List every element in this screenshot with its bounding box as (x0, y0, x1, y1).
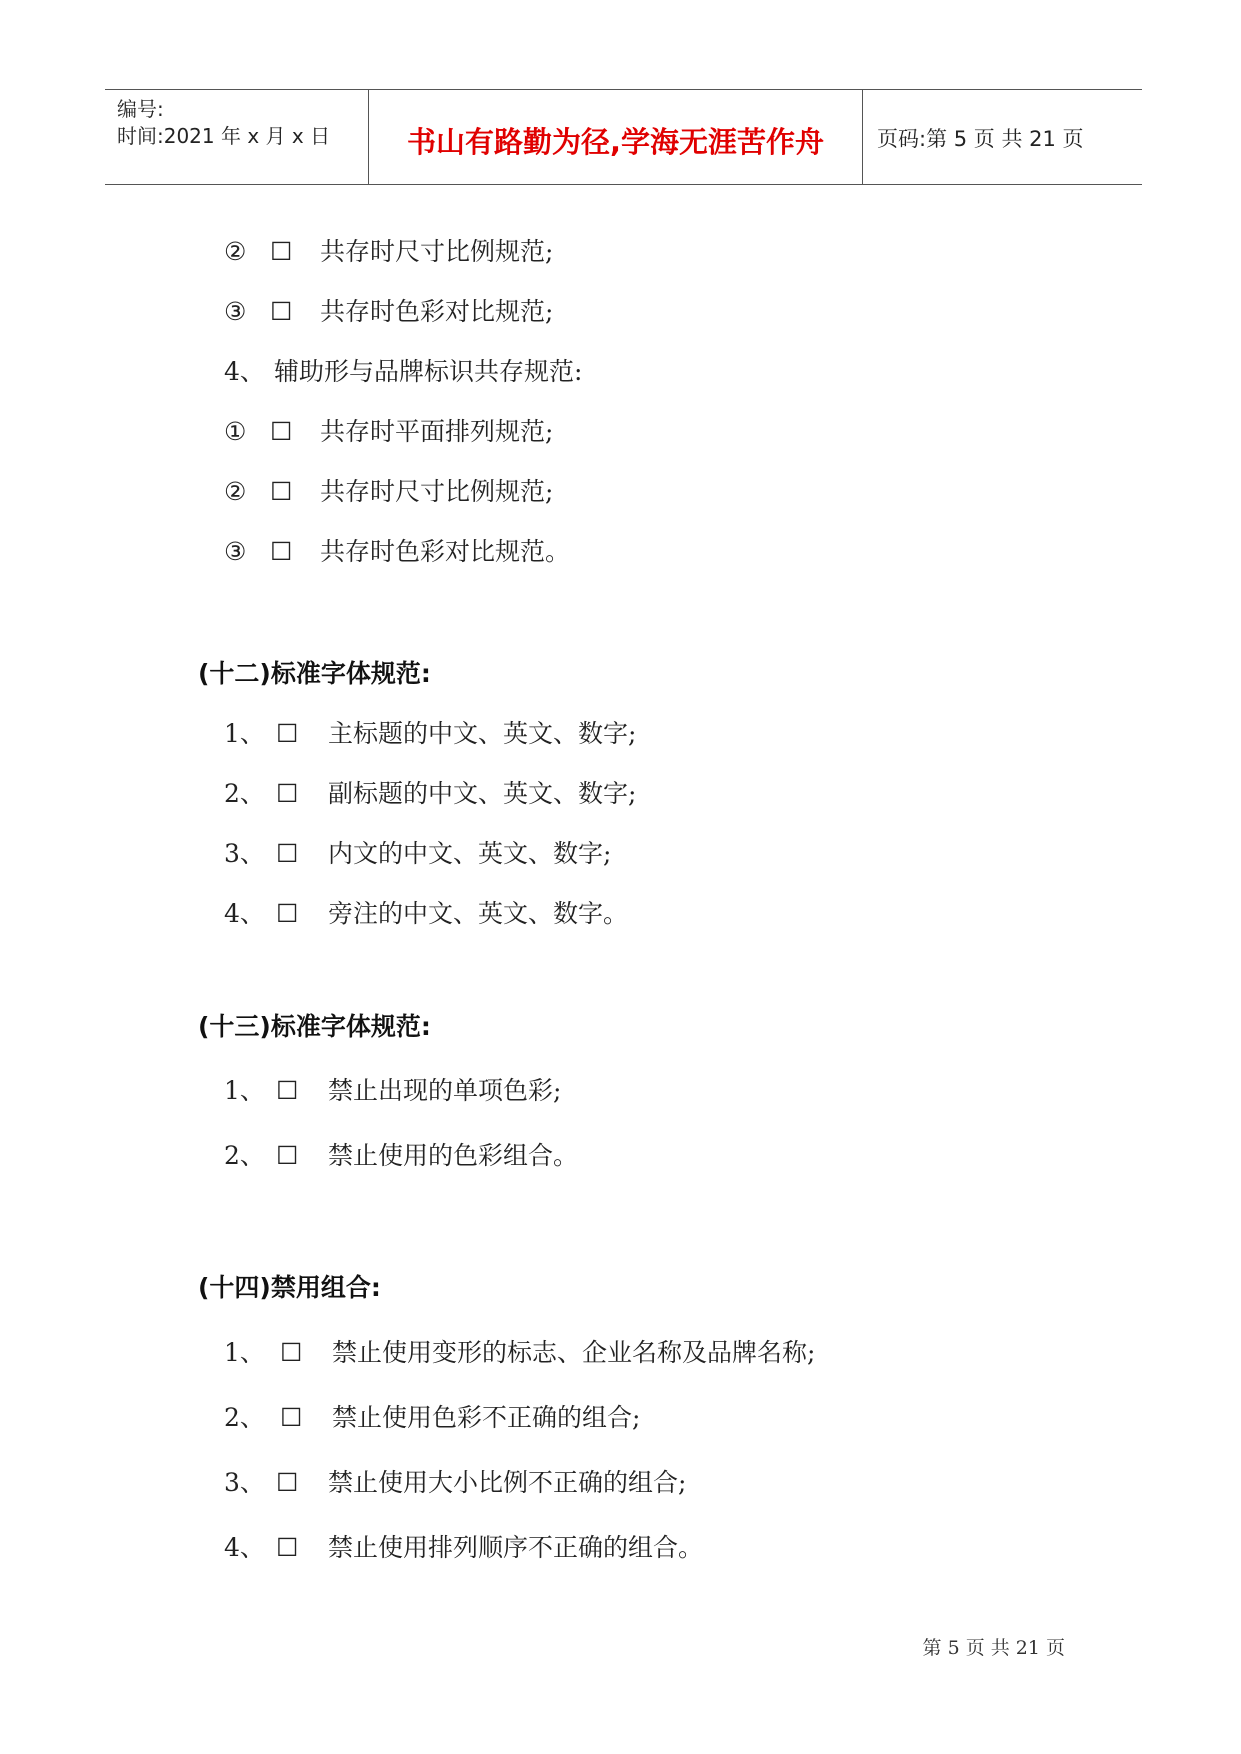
item-marker: 2、 (224, 1403, 265, 1432)
list-item (224, 292, 553, 328)
item-text: 共存时尺寸比例规范; (320, 477, 554, 506)
page-footer: 第 5 页 共 21 页 (922, 1637, 1065, 1659)
list-item (224, 532, 570, 568)
item-text: 禁止出现的单项色彩; (328, 1076, 562, 1105)
item-marker: 2、 (224, 1141, 265, 1170)
list-item (224, 472, 553, 508)
list-item (224, 232, 553, 268)
item-marker: ② (224, 237, 247, 266)
item-text: 禁止使用排列顺序不正确的组合。 (328, 1533, 704, 1562)
checkbox-icon: ☐ (270, 537, 293, 566)
checkbox-icon: ☐ (270, 477, 293, 506)
header-left-cell (105, 90, 369, 184)
checkbox-icon: ☐ (276, 1533, 299, 1562)
item-marker: ② (224, 477, 247, 506)
header-right-cell (863, 90, 1142, 184)
subheading-text: 辅助形与品牌标识共存规范: (274, 357, 583, 386)
document-number-label: 编号: (117, 97, 164, 121)
checkbox-icon: ☐ (270, 237, 293, 266)
list-item (224, 412, 553, 448)
subheading (224, 352, 582, 388)
item-text: 共存时色彩对比规范; (320, 297, 554, 326)
checkbox-icon: ☐ (276, 839, 299, 868)
section-title: (十二)标准字体规范: (198, 659, 431, 688)
item-text: 禁止使用的色彩组合。 (328, 1141, 579, 1170)
list-item (224, 1463, 686, 1499)
item-marker: 1、 (224, 719, 265, 748)
item-text: 内文的中文、英文、数字; (328, 839, 612, 868)
item-text: 共存时平面排列规范; (320, 417, 554, 446)
list-item (224, 1333, 815, 1369)
checkbox-icon: ☐ (270, 297, 293, 326)
header-motto: 书山有路勤为径,学海无涯苦作舟 (406, 125, 825, 159)
item-marker: 2、 (224, 779, 265, 808)
document-time-label: 时间:2021 年 x 月 x 日 (117, 124, 331, 148)
item-marker: 4、 (224, 899, 265, 928)
list-item (224, 1528, 703, 1564)
item-text: 共存时尺寸比例规范; (320, 237, 554, 266)
page-header (105, 89, 1142, 185)
item-marker: 3、 (224, 839, 265, 868)
item-marker: ③ (224, 537, 247, 566)
item-text: 共存时色彩对比规范。 (320, 537, 571, 566)
item-marker: ③ (224, 297, 247, 326)
header-middle-cell (369, 90, 863, 184)
checkbox-icon: ☐ (276, 1468, 299, 1497)
item-marker: 4、 (224, 1533, 265, 1562)
item-text: 禁止使用大小比例不正确的组合; (328, 1468, 687, 1497)
item-marker: ① (224, 417, 247, 446)
list-item (224, 1136, 578, 1172)
checkbox-icon: ☐ (276, 719, 299, 748)
item-text: 主标题的中文、英文、数字; (328, 719, 637, 748)
checkbox-icon: ☐ (276, 1076, 299, 1105)
list-item (224, 1071, 561, 1107)
item-text: 禁止使用色彩不正确的组合; (332, 1403, 641, 1432)
list-item (224, 834, 611, 870)
checkbox-icon: ☐ (280, 1403, 303, 1432)
header-page-info: 页码:第 5 页 共 21 页 (877, 127, 1084, 151)
list-item (224, 1398, 640, 1434)
item-marker: 1、 (224, 1338, 265, 1367)
item-text: 旁注的中文、英文、数字。 (328, 899, 629, 928)
item-text: 副标题的中文、英文、数字; (328, 779, 637, 808)
item-marker: 1、 (224, 1076, 265, 1105)
checkbox-icon: ☐ (276, 779, 299, 808)
item-text: 禁止使用变形的标志、企业名称及品牌名称; (332, 1338, 816, 1367)
section-title: (十四)禁用组合: (198, 1273, 381, 1302)
item-marker: 4、 (224, 357, 265, 386)
list-item (224, 894, 628, 930)
list-item (224, 714, 636, 750)
checkbox-icon: ☐ (276, 1141, 299, 1170)
checkbox-icon: ☐ (270, 417, 293, 446)
section-title: (十三)标准字体规范: (198, 1012, 431, 1041)
list-item (224, 774, 636, 810)
checkbox-icon: ☐ (276, 899, 299, 928)
item-marker: 3、 (224, 1468, 265, 1497)
checkbox-icon: ☐ (280, 1338, 303, 1367)
